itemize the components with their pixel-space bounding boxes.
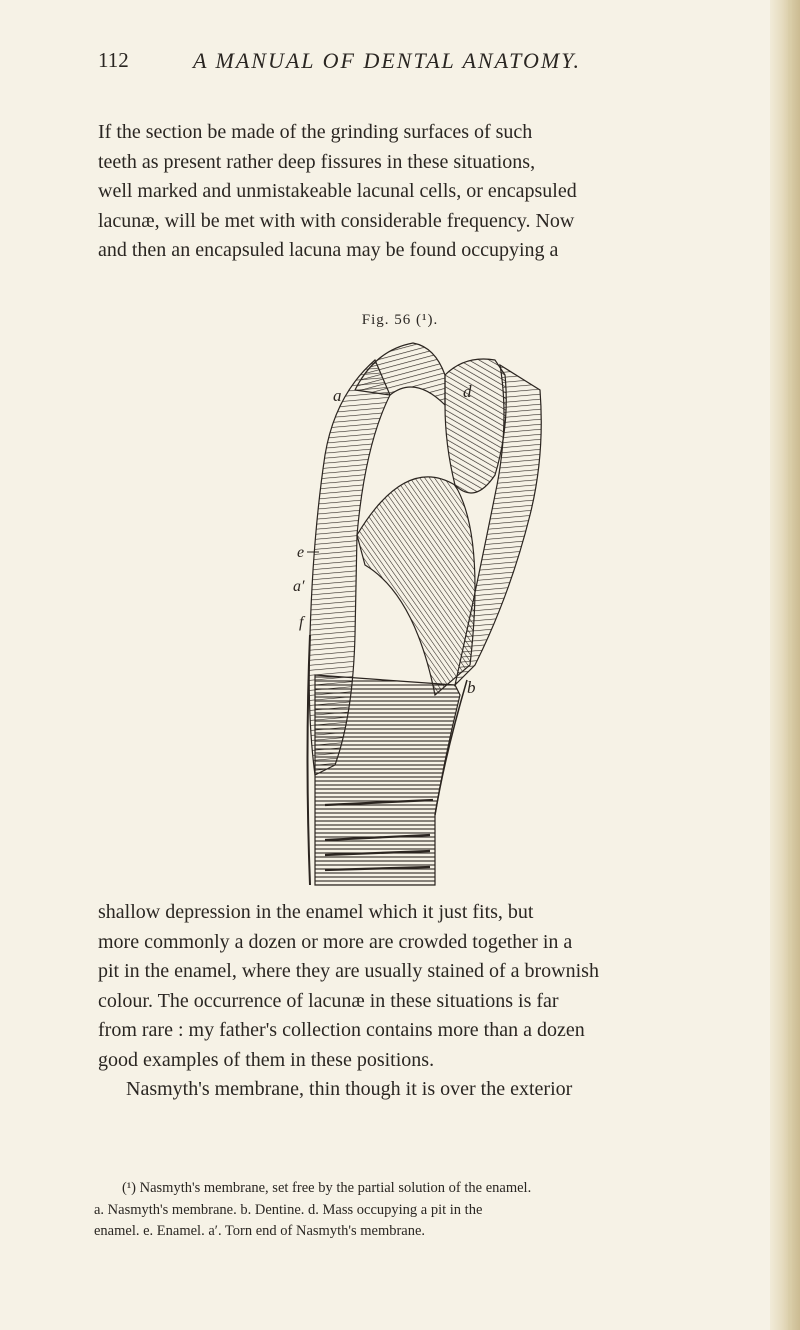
text-line: more commonly a dozen or more are crowded together in a xyxy=(98,930,573,953)
text-line: Nasmyth's membrane, thin though it is over the exterior xyxy=(126,1078,573,1100)
figure-caption: Fig. 56 (¹). xyxy=(361,312,439,328)
text-line: well marked and unmistakeable lacunal cells, or encapsuled xyxy=(98,180,577,202)
text-line: good examples of them in these positions. xyxy=(98,1048,435,1071)
footnote-line: (¹) Nasmyth's membrane, set free by the partial solution of the enamel. xyxy=(122,1180,532,1196)
label-a-prime: a′ xyxy=(293,578,305,595)
page-edge xyxy=(770,0,800,1330)
label-e: e xyxy=(297,544,305,561)
enamel-middle-band xyxy=(357,477,475,695)
page-number: 112 xyxy=(98,48,129,72)
text-line: colour. The occurrence of lacunæ in these situations is far xyxy=(98,989,559,1012)
text-line: teeth as present rather deep fissures in these situations, xyxy=(98,150,536,173)
footnote-line: enamel. e. Enamel. a′. Torn end of Nasmyth's membrane. xyxy=(94,1223,426,1239)
enamel-section-drawing xyxy=(295,335,565,890)
text-line: If the section be made of the grinding surfaces of such xyxy=(98,121,533,143)
label-d: d xyxy=(463,382,472,401)
paragraph-1 xyxy=(98,118,758,266)
footnote-line: a. Nasmyth's membrane. b. Dentine. d. Mass occupying a pit in the xyxy=(94,1201,483,1218)
text-line: shallow depression in the enamel which it just fits, but xyxy=(98,901,534,923)
page-edge-shadow xyxy=(788,0,792,1330)
footnote xyxy=(94,1178,762,1243)
label-b: b xyxy=(467,678,476,697)
text-line: and then an encapsuled lacuna may be found occupying a xyxy=(98,239,559,261)
running-title: A MANUAL OF DENTAL ANATOMY. xyxy=(193,48,581,73)
paragraph-2 xyxy=(98,898,758,1105)
text-line: pit in the enamel, where they are usually stained of a brownish xyxy=(98,960,599,982)
label-a: a xyxy=(333,386,342,405)
pit-mass-region xyxy=(445,359,506,493)
outline-left xyxy=(308,635,311,885)
page-header xyxy=(98,48,758,88)
label-f: f xyxy=(299,614,304,631)
text-line: from rare : my father's collection contains more than a dozen xyxy=(98,1019,585,1041)
text-line: lacunæ, will be met with with considerable frequency. Now xyxy=(98,209,575,232)
figure-illustration xyxy=(295,335,565,890)
